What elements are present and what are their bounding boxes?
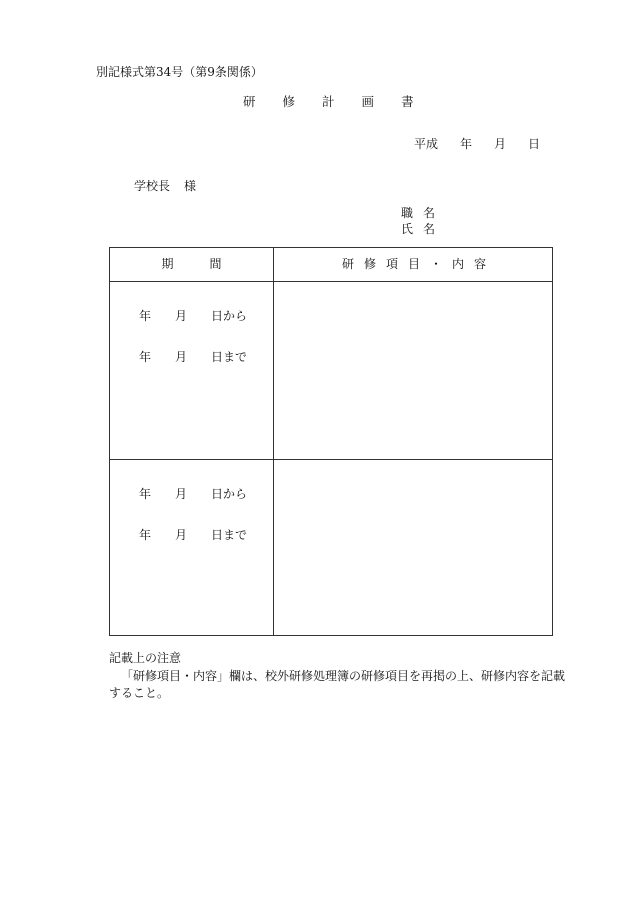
header-items-char: 修	[363, 257, 376, 271]
title-char: 修	[282, 94, 296, 109]
recipient-name: 学校長	[134, 179, 171, 193]
notes-heading: 記載上の注意	[109, 651, 182, 665]
name-label-char: 名	[423, 222, 436, 236]
period-year: 年	[139, 528, 152, 542]
header-period	[110, 248, 273, 281]
title-char: 画	[361, 94, 375, 109]
job-title-field[interactable]	[401, 207, 435, 219]
recipient-honorific: 様	[184, 179, 197, 193]
header-items-content	[274, 248, 554, 281]
period-day-from: 日から	[211, 487, 248, 501]
content-cell-1[interactable]	[274, 282, 553, 459]
header-period-char: 間	[209, 257, 222, 271]
period-month: 月	[175, 528, 188, 542]
name-label-char: 氏	[401, 222, 414, 236]
period-2-end[interactable]	[139, 529, 247, 541]
period-1-end[interactable]	[139, 351, 247, 363]
period-month: 月	[175, 350, 188, 364]
period-day-to: 日まで	[211, 350, 248, 364]
date-field[interactable]	[414, 138, 540, 150]
header-items-char: 目	[407, 257, 420, 271]
header-items-char: 項	[385, 257, 398, 271]
header-period-char: 期	[161, 257, 174, 271]
date-era: 平成	[414, 137, 439, 151]
document-title	[243, 96, 414, 109]
period-1-start[interactable]	[139, 310, 247, 322]
period-year: 年	[139, 487, 152, 501]
date-year: 年	[460, 137, 473, 151]
period-2-start[interactable]	[139, 488, 247, 500]
content-cell-2[interactable]	[274, 460, 553, 636]
name-field[interactable]	[401, 223, 435, 235]
header-items-char: 研	[341, 257, 354, 271]
recipient-line	[134, 180, 196, 192]
period-month: 月	[175, 309, 188, 323]
notes-body: 「研修項目・内容」欄は、校外研修処理簿の研修項目を再掲の上、研修内容を記載すること。	[109, 669, 566, 700]
period-day-to: 日まで	[211, 528, 248, 542]
header-items-char: 容	[474, 257, 487, 271]
date-day: 日	[528, 137, 541, 151]
period-year: 年	[139, 350, 152, 364]
form-number-label: 別記様式第34号（第9条関係）	[96, 65, 263, 79]
period-year: 年	[139, 309, 152, 323]
period-month: 月	[175, 487, 188, 501]
period-day-from: 日から	[211, 309, 248, 323]
title-char: 研	[243, 94, 256, 109]
plan-table	[109, 247, 553, 636]
job-title-label-char: 職	[401, 206, 414, 220]
title-char: 計	[322, 94, 335, 109]
header-items-char: ・	[430, 257, 443, 271]
job-title-label-char: 名	[423, 206, 436, 220]
title-char: 書	[401, 94, 414, 109]
header-items-char: 内	[452, 257, 465, 271]
date-month: 月	[494, 137, 507, 151]
